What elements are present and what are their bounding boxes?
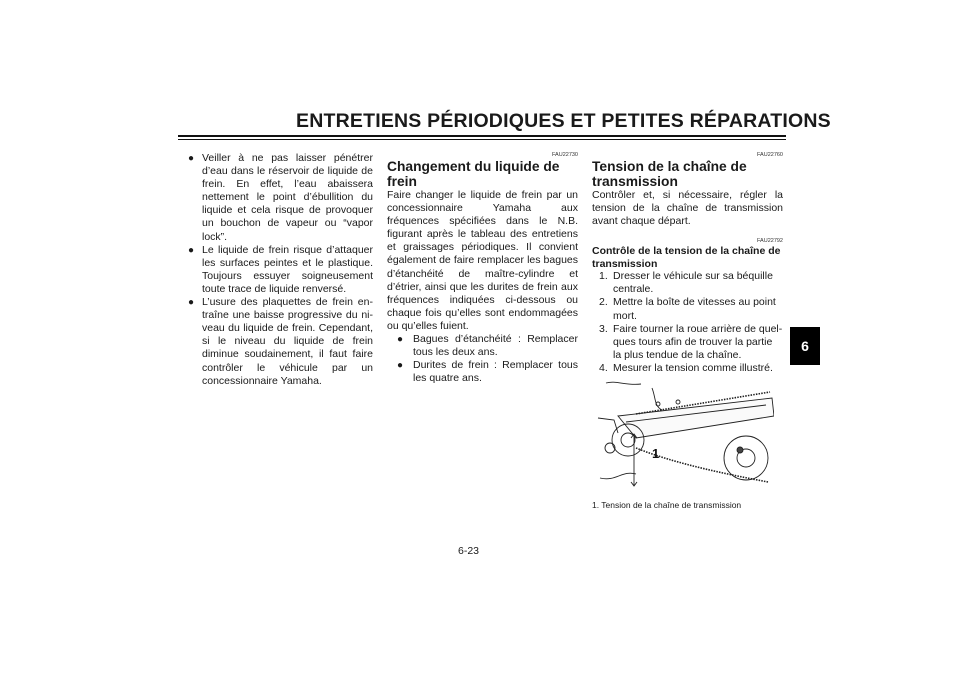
section-title: Changement du liquide de frein [387, 159, 560, 189]
step-number: 2. [599, 296, 608, 309]
section-body: Faire changer le liquide de frein par un concessionnaire Yamaha aux fréquences spécifiées dans le N.B. figurant après le tableau des entretiens et graissages périodiques. Il convient également de faire remplacer les bagues d’étanchéité de maître-cylindre et d’étrier, ainsi que les durites de frein aux fréquences indiquées ci-dessous ou chaque fois qu’elles sont endommagées ou qu’elles fuient. [387, 189, 578, 332]
bullet-item: ● Veiller à ne pas laisser pénétrer d’eau dans le réservoir de liquide de frein. En effet, l’eau abaissera nettement le point d’ébullition du liquide et cela risque de provoquer un bouchon de vapeur ou “vapor lock”. [188, 152, 373, 244]
step-item [592, 362, 783, 375]
step-item [592, 296, 783, 322]
section-code: FAU22760 [757, 152, 783, 158]
column-1 [188, 152, 373, 388]
step-item [592, 323, 783, 362]
subsection-title: Contrôle de la tension de la chaîne de transmission [592, 245, 781, 270]
sub-bullet-item: ● Bagues d’étanchéité : Remplacer tous les deux ans. [387, 333, 578, 359]
step-text: Mesurer la tension comme illustré. [613, 361, 773, 374]
column-3 [592, 152, 783, 375]
section-code: FAU22730 [552, 152, 578, 158]
figure-caption: 1. Tension de la chaîne de transmission [592, 500, 742, 510]
column-2 [387, 152, 578, 385]
page-header-title: ENTRETIENS PÉRIODIQUES ET PETITES RÉPARATIONS [296, 110, 831, 132]
step-text: Faire tourner la roue arrière de quelques tours afin de trouver la partie la plus tendue de la chaîne. [613, 322, 783, 361]
subsection-code: FAU22792 [757, 238, 783, 245]
step-number: 3. [599, 322, 608, 335]
step-number: 1. [599, 270, 608, 283]
step-item [592, 270, 783, 296]
page-number: 6-23 [458, 545, 480, 557]
section-body: Contrôler et, si nécessaire, régler la tension de la chaîne de transmission avant chaque départ. [592, 189, 783, 228]
step-text: Dresser le véhicule sur sa béquille centrale. [613, 270, 773, 296]
section-title: Tension de la chaîne de transmission [592, 159, 747, 189]
header-rule [178, 135, 786, 137]
chain-tension-illustration [596, 378, 774, 498]
sub-bullet-item: ● Durites de frein : Remplacer tous les quatre ans. [387, 359, 578, 385]
step-text: Mettre la boîte de vitesses au point mort. [613, 296, 776, 322]
step-number: 4. [599, 361, 608, 374]
header-rule-thin [178, 139, 786, 140]
chapter-tab: 6 [790, 327, 820, 365]
bullet-item: ● Le liquide de frein risque d’attaquer les surfaces peintes et le plastique. Toujours essuyer soigneusement toute trace de liquide renversé. [188, 244, 373, 296]
bullet-item: ● L’usure des plaquettes de frein entraîne une baisse progressive du niveau du liquide de frein. Cependant, si le niveau du liquide de frein diminue soudainement, il faut faire contrôler le véhicule par un concessionnaire Yamaha. [188, 296, 373, 388]
figure-callout-label: 1 [652, 446, 660, 461]
